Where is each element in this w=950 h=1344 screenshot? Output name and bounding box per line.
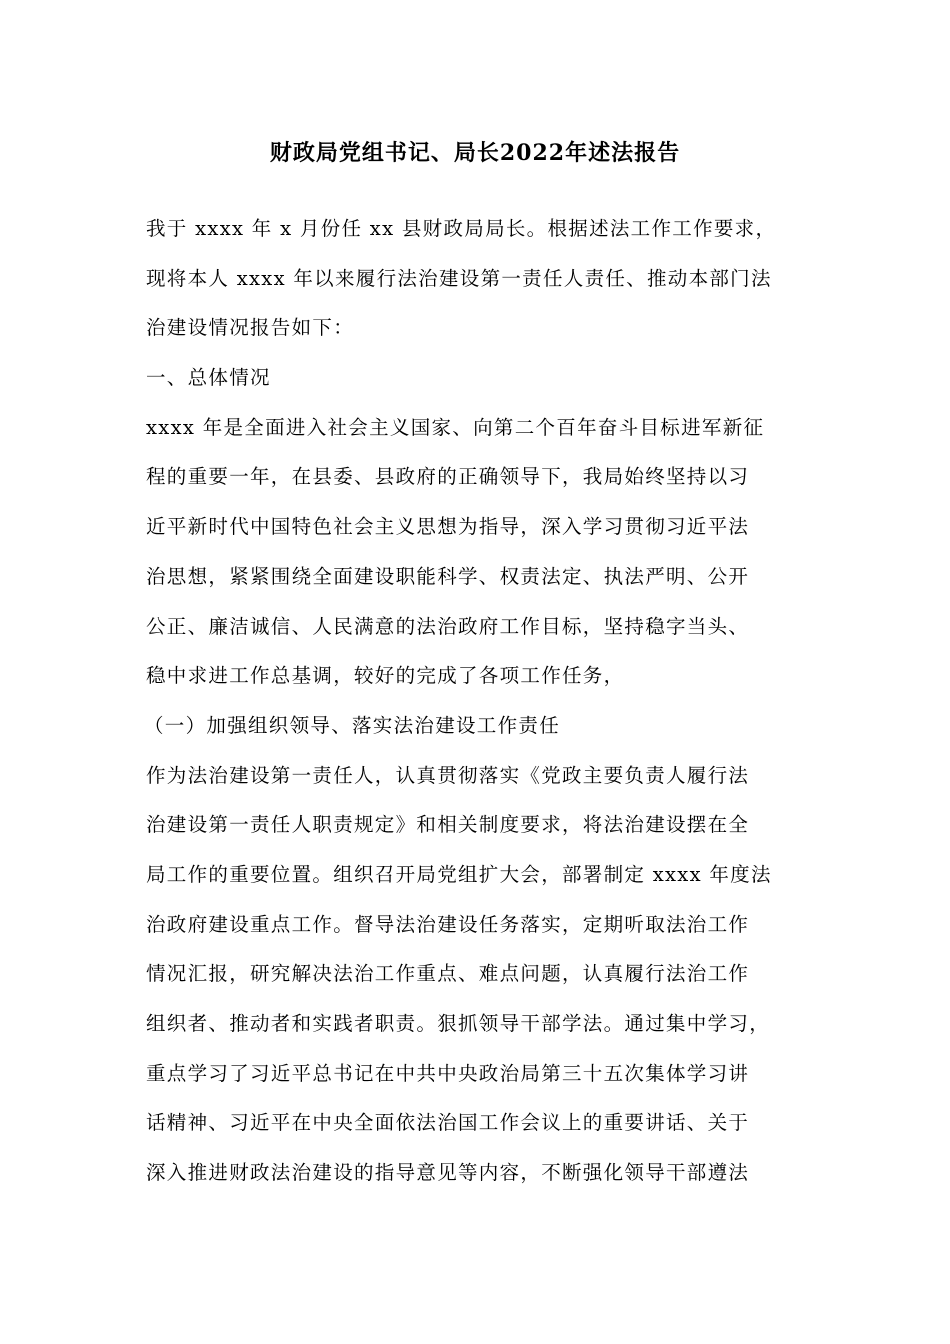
paragraph-line: 局工作的重要位置。组织召开局党组扩大会，部署制定 xxxx 年度法	[146, 862, 772, 886]
paragraph-line: 程的重要一年，在县委、县政府的正确领导下，我局始终坚持以习	[146, 465, 750, 489]
paragraph-line: 治建设情况报告如下：	[146, 316, 355, 340]
paragraph-line: 深入推进财政法治建设的指导意见等内容，不断强化领导干部遵法	[146, 1161, 750, 1185]
paragraph-line: 情况汇报，研究解决法治工作重点、难点问题，认真履行法治工作	[146, 962, 750, 986]
document-body	[146, 204, 806, 1198]
paragraph-line: 治思想，紧紧围绕全面建设职能科学、权责法定、执法严明、公开	[146, 564, 750, 588]
paragraph-line: 公正、廉洁诚信、人民满意的法治政府工作目标，坚持稳字当头、	[146, 614, 750, 638]
paragraph-line: 话精神、习近平在中央全面依法治国工作会议上的重要讲话、关于	[146, 1111, 750, 1135]
paragraph-line: 现将本人 xxxx 年以来履行法治建设第一责任人责任、推动本部门法	[146, 266, 772, 290]
paragraph-line: 组织者、推动者和实践者职责。狠抓领导干部学法。通过集中学习，	[146, 1012, 771, 1035]
paragraph-line: 稳中求进工作总基调，较好的完成了各项工作任务，	[146, 664, 625, 688]
paragraph-line: 我于 xxxx 年 x 月份任 xx 县财政局局长。根据述法工作工作要求，	[146, 217, 777, 240]
paragraph-line: 治建设第一责任人职责规定》和相关制度要求，将法治建设摆在全	[146, 813, 750, 837]
paragraph-line: 近平新时代中国特色社会主义思想为指导，深入学习贯彻习近平法	[146, 515, 750, 539]
document-title: 财政局党组书记、局长2022年述法报告	[269, 140, 681, 166]
paragraph-line: 重点学习了习近平总书记在中共中央政治局第三十五次集体学习讲	[146, 1061, 750, 1085]
paragraph-line: xxxx 年是全面进入社会主义国家、向第二个百年奋斗目标进军新征	[146, 415, 765, 439]
paragraph-line: 作为法治建设第一责任人，认真贯彻落实《党政主要负责人履行法	[146, 763, 750, 787]
paragraph-line: 治政府建设重点工作。督导法治建设任务落实，定期听取法治工作	[146, 912, 750, 936]
subsection-heading: （一）加强组织领导、落实法治建设工作责任	[144, 713, 561, 737]
section-heading: 一、总体情况	[146, 366, 271, 390]
